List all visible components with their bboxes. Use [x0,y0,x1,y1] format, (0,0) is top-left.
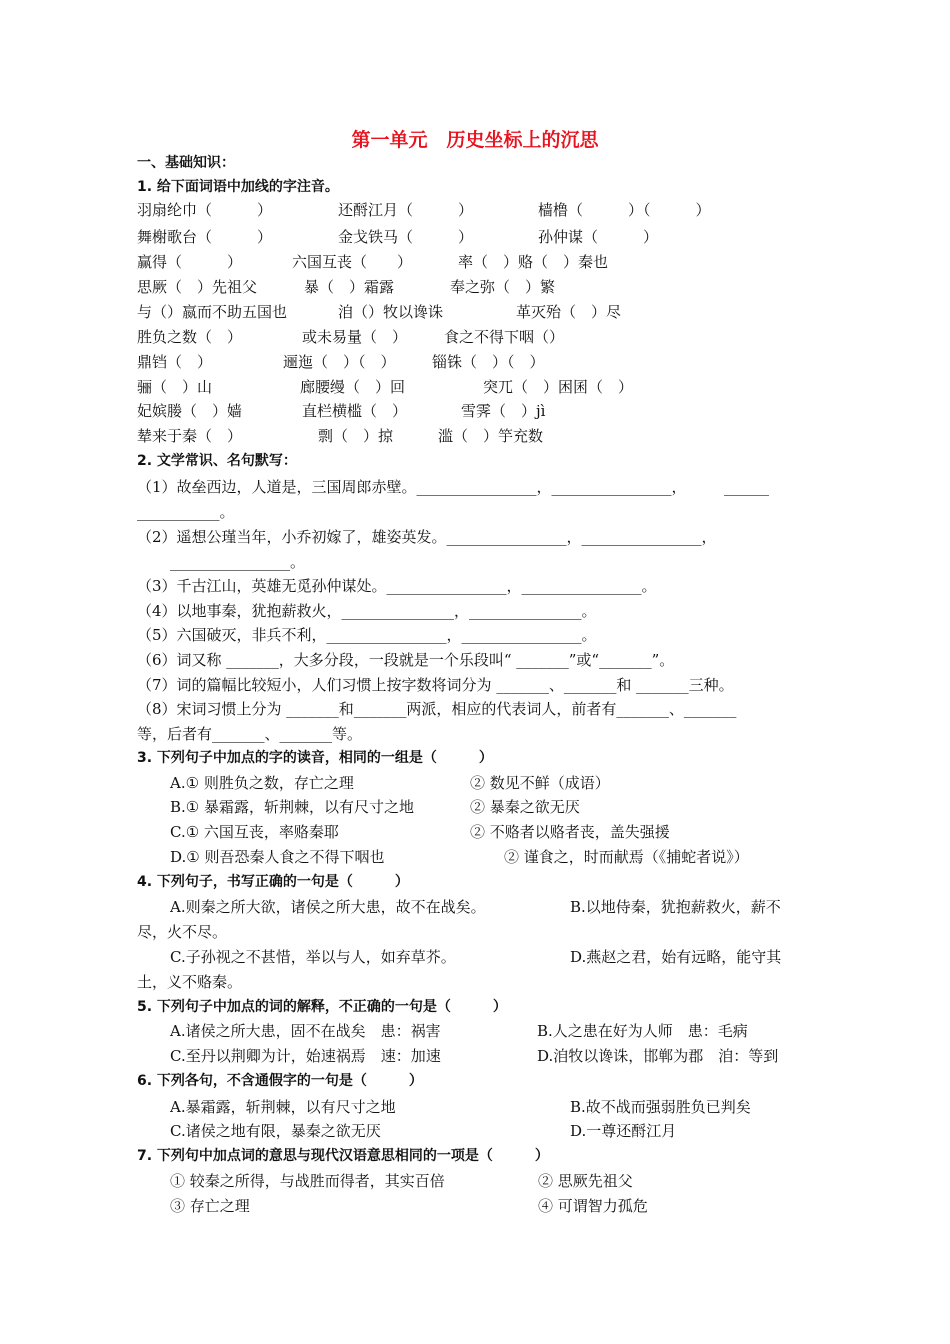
q2-line-8b: 等，后者有_______、_______等。 [137,725,363,743]
question-6-heading: 6. 下列各句，不含通假字的一句是（ ） [137,1073,423,1089]
q6-option-b: B.故不战而强弱胜负已判矣 [570,1098,751,1116]
q2-line-6: （6）词又称 _______，大多分段，一段就是一个乐段叫“ _______”或“_______”。 [137,651,675,669]
q2-line-1b: ___________。 [137,503,235,521]
q4-option-a: A.则秦之所大欲，诸侯之所大患，故不在战矣。 [170,898,486,916]
q3-option-a-1: A.① 则胜负之数，存亡之理 [170,774,354,792]
q1-row3-col1: 赢得（ ） [137,253,243,271]
q7-option-4: ④ 可谓智力孤危 [538,1197,648,1215]
q1-row5-col2: 洎（）牧以谗诛 [338,303,444,321]
page-title: 第一单元 历史坐标上的沉思 [351,129,599,151]
q4-option-b-cont: 尽，火不尽。 [137,923,228,941]
q3-option-b-2: ② 暴秦之欲无厌 [470,798,580,816]
q6-option-c: C.诸侯之地有限，暴秦之欲无厌 [170,1122,381,1140]
q3-option-c-2: ② 不赂者以赂者丧，盖失强援 [470,823,670,841]
q7-option-2: ② 思厥先祖父 [538,1172,633,1190]
q1-row3-col3: 率（ ）赂（ ）秦也 [458,253,609,271]
q5-option-d: D.洎牧以谗诛，邯郸为郡 洎：等到 [537,1047,779,1065]
q2-line-1: （1）故垒西边，人道是，三国周郎赤壁。________________，________________， ______ [137,478,770,496]
q6-option-d: D.一尊还酹江月 [570,1122,677,1140]
q1-row6-col2: 或未易量（ ） [302,328,408,346]
q1-row4-col3: 奉之弥（ ）繁 [450,278,556,296]
q5-option-b: B.人之患在好为人师 患：毛病 [537,1022,748,1040]
q1-row9-col2: 直栏横槛（ ） [302,402,408,420]
q1-row2-col3: 孙仲谋（ ） [538,228,659,246]
q3-option-d-2: ② 谨食之，时而献焉（《捕蛇者说》） [504,848,749,866]
q3-option-a-2: ② 数见不鲜（成语） [470,774,610,792]
q1-row7-col2: 逦迤（ ）（ ） [283,353,396,371]
q1-row9-col1: 妃嫔媵（ ）嫱 [137,402,243,420]
q1-row7-col3: 锱铢（ ）（ ） [432,353,545,371]
q5-option-a: A.诸侯之所大患，固不在战矣 患：祸害 [170,1022,441,1040]
q1-row3-col2: 六国互丧（ ） [292,253,413,271]
q6-option-a: A.暴霜露，斩荆棘，以有尺寸之地 [170,1098,396,1116]
q4-option-c: C.子孙视之不甚惜，举以与人，如弃草芥。 [170,948,456,966]
q2-line-3: （3）千古江山，英雄无觅孙仲谋处。________________，________________。 [137,577,657,595]
q1-row7-col1: 鼎铛（ ） [137,353,213,371]
q1-row1-col2: 还酹江月（ ） [338,201,474,219]
q1-row10-col2: 剽（ ）掠 [318,427,394,445]
q1-row9-col3: 雪霁（ ）jì [461,402,546,420]
q7-option-3: ③ 存亡之理 [170,1197,250,1215]
q3-option-b-1: B.① 暴霜露，斩荆棘，以有尺寸之地 [170,798,415,816]
question-1-heading: 1. 给下面词语中加线的字注音。 [137,179,339,195]
question-2-heading: 2. 文学常识、名句默写： [137,453,297,469]
q1-row1-col3: 樯橹（ ）（ ） [538,201,711,219]
q3-option-d-1: D.① 则吾恐秦人食之不得下咽也 [170,848,385,866]
q2-line-5: （5）六国破灭，非兵不利，________________，________________。 [137,626,597,644]
q1-row2-col1: 舞榭歌台（ ） [137,228,273,246]
q4-option-d: D.燕赵之君，始有远略，能守其 [570,948,782,966]
q1-row5-col1: 与（）嬴而不助五国也 [137,303,288,321]
section-heading: 一、基础知识： [137,155,235,171]
q1-row2-col2: 金戈铁马（ ） [338,228,474,246]
question-7-heading: 7. 下列句中加点词的意思与现代汉语意思相同的一项是（ ） [137,1148,549,1164]
q7-option-1: ① 较秦之所得，与战胜而得者，其实百倍 [170,1172,445,1190]
q1-row1-col1: 羽扇纶巾（ ） [137,201,273,219]
q5-option-c: C.至丹以荆卿为计，始速祸焉 速：加速 [170,1047,441,1065]
q1-row6-col3: 食之不得下咽（） [444,328,565,346]
q4-option-b: B.以地侍秦，犹抱薪救火，薪不 [570,898,781,916]
q1-row8-col1: 骊（ ）山 [137,378,213,396]
q3-option-c-1: C.① 六国互丧，率赂秦耶 [170,823,339,841]
q1-row8-col3: 突兀（ ）困囷（ ） [483,378,634,396]
q1-row8-col2: 廊腰缦（ ）回 [300,378,406,396]
question-3-heading: 3. 下列句子中加点的字的读音，相同的一组是（ ） [137,750,493,766]
q1-row4-col1: 思厥（ ）先祖父 [137,278,258,296]
q1-row10-col3: 滥（ ）竽充数 [438,427,544,445]
q1-row10-col1: 辇来于秦（ ） [137,427,243,445]
q1-row5-col3: 革灭殆（ ）尽 [516,303,622,321]
q2-line-4: （4）以地事秦，犹抱薪救火，_______________，_______________。 [137,602,597,620]
q1-row4-col2: 暴（ ）霜露 [304,278,395,296]
q2-line-7: （7）词的篇幅比较短小，人们习惯上按字数将词分为 _______、_______和 _______三种。 [137,676,734,694]
question-4-heading: 4. 下列句子，书写正确的一句是（ ） [137,874,409,890]
q2-line-8: （8）宋词习惯上分为 _______和_______两派，相应的代表词人，前者有_______、_______ [137,700,737,718]
q2-line-2: （2）遥想公瑾当年，小乔初嫁了，雄姿英发。________________，________________， [137,528,717,546]
q4-option-d-cont: 土，义不赂秦。 [137,973,243,991]
q2-line-2b: ________________。 [170,553,306,571]
q1-row6-col1: 胜负之数（ ） [137,328,243,346]
question-5-heading: 5. 下列句子中加点的词的解释，不正确的一句是（ ） [137,999,507,1015]
